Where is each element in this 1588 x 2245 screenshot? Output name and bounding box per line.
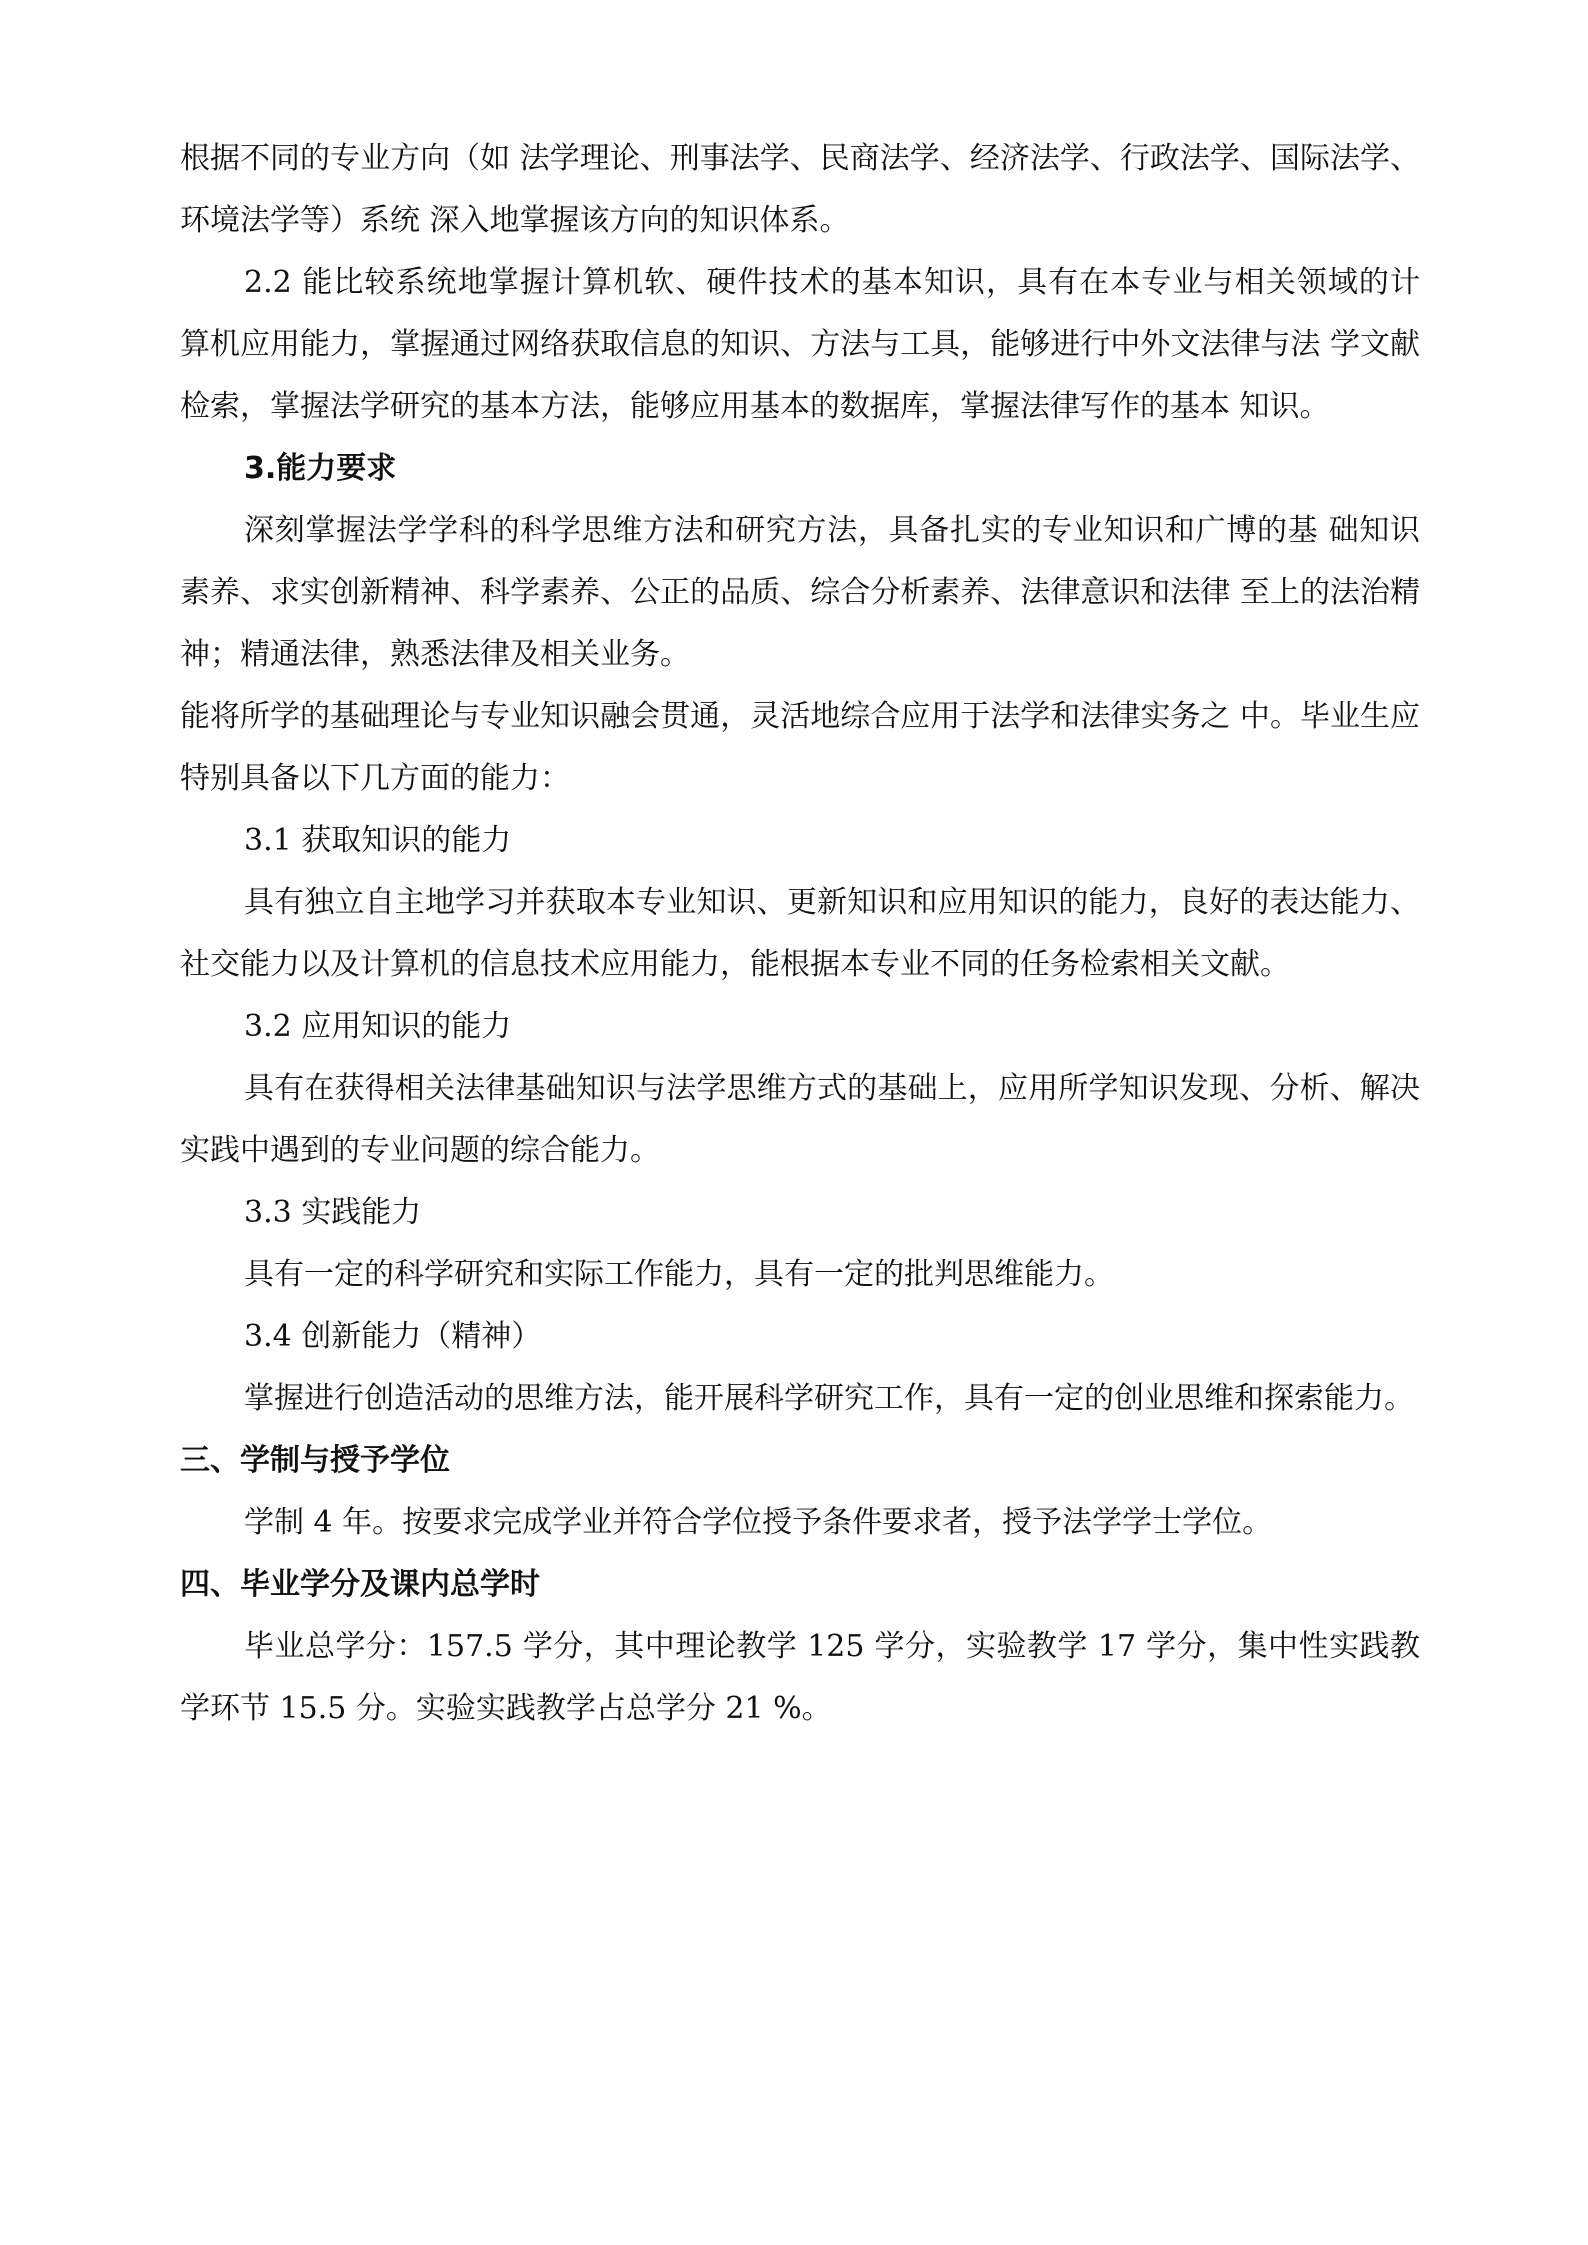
subheading-apply-knowledge: 3.2 应用知识的能力 xyxy=(244,1009,512,1044)
paragraph-acquire-knowledge: 具有独立自主地学习并获取本专业知识、更新知识和应用知识的能力，良好的表达能力、社交能力以及计算机的信息技术应用能力，能根据本专业不同的任务检索相关文献。 xyxy=(180,885,1420,982)
paragraph-computer-skills: 2.2 能比较系统地掌握计算机软、硬件技术的基本知识，具有在本专业与相关领域的计 算机应用能力，掌握通过网络获取信息的知识、方法与工具，能够进行中外文法律与法 学文献检索，掌握法学研究的基本方法，能够应用基本的数据库，掌握法律写作的基本 知识。 xyxy=(180,265,1420,424)
document-body xyxy=(180,128,1420,1740)
paragraph-knowledge-system: 根据不同的专业方向（如 法学理论、刑事法学、民商法学、经济法学、行政法学、国际法学、环境法学等）系统 深入地掌握该方向的知识体系。 xyxy=(180,141,1420,238)
paragraph-ability-intro: 深刻掌握法学学科的科学思维方法和研究方法，具备扎实的专业知识和广博的基 础知识素养、求实创新精神、科学素养、公正的品质、综合分析素养、法律意识和法律 至上的法治精神；精通法律，熟悉法律及相关业务。 xyxy=(180,513,1420,672)
subheading-practice-ability: 3.3 实践能力 xyxy=(244,1195,422,1230)
paragraph-degree: 学制 4 年。按要求完成学业并符合学位授予条件要求者，授予法学学士学位。 xyxy=(244,1505,1273,1540)
subheading-acquire-knowledge: 3.1 获取知识的能力 xyxy=(244,823,512,858)
paragraph-apply-knowledge: 具有在获得相关法律基础知识与法学思维方式的基础上，应用所学知识发现、分析、解决实践中遇到的专业问题的综合能力。 xyxy=(180,1071,1420,1168)
paragraph-practice-ability: 具有一定的科学研究和实际工作能力，具有一定的批判思维能力。 xyxy=(244,1257,1114,1292)
section-heading-degree: 三、学制与授予学位 xyxy=(180,1443,450,1478)
section-heading-credits: 四、毕业学分及课内总学时 xyxy=(180,1567,540,1602)
paragraph-innovation-ability: 掌握进行创造活动的思维方法，能开展科学研究工作，具有一定的创业思维和探索能力。 xyxy=(244,1381,1414,1416)
paragraph-ability-integration: 能将所学的基础理论与专业知识融会贯通，灵活地综合应用于法学和法律实务之 中。毕业生应特别具备以下几方面的能力： xyxy=(180,699,1420,796)
paragraph-credits: 毕业总学分：157.5 学分，其中理论教学 125 学分，实验教学 17 学分，集中性实践教学环节 15.5 分。实验实践教学占总学分 21 %。 xyxy=(180,1629,1420,1726)
subheading-innovation-ability: 3.4 创新能力（精神） xyxy=(244,1319,542,1354)
heading-ability-requirements: 3.能力要求 xyxy=(244,451,397,486)
